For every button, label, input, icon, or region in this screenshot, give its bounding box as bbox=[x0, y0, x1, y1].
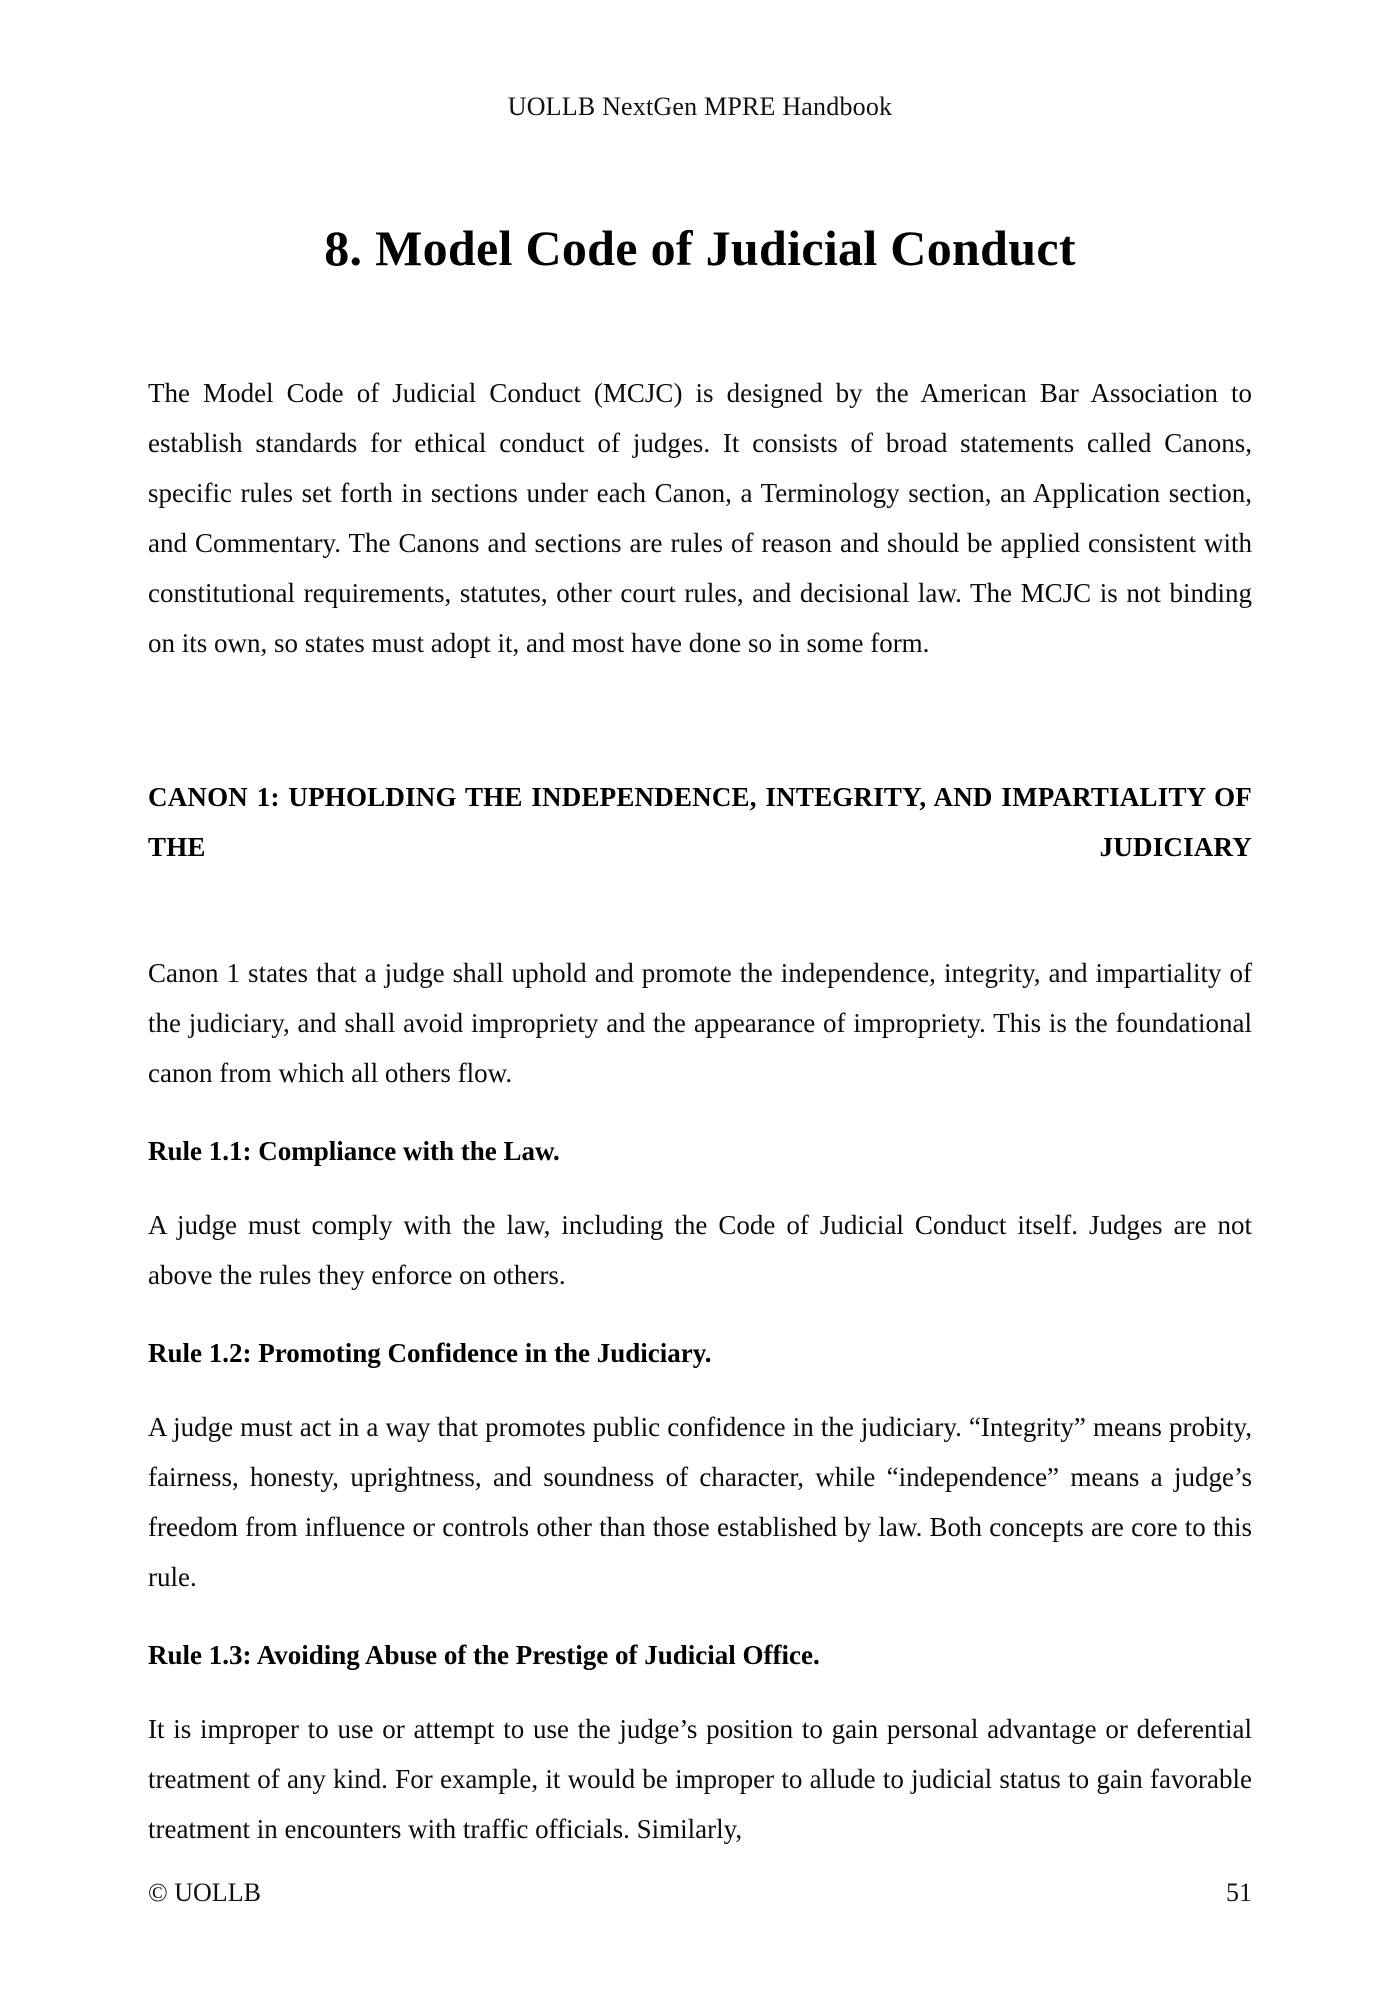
section-spacer bbox=[148, 698, 1252, 772]
canon-1-heading: CANON 1: UPHOLDING THE INDEPENDENCE, INTEGRITY, AND IMPARTIALITY OF THE JUDICIARY bbox=[148, 782, 1252, 862]
rule-1-3-heading: Rule 1.3: Avoiding Abuse of the Prestige of Judicial Office. bbox=[148, 1640, 820, 1670]
rule-1-2-body: A judge must act in a way that promotes public confidence in the judiciary. “Integrity” means probity, fairness, honesty, uprightness, and soundness of character, while “independence” means a judge’s freedom from influence or controls other than those established by law. Both concepts are core to this rule. bbox=[148, 1412, 1252, 1592]
canon-1-intro-paragraph: Canon 1 states that a judge shall uphold and promote the independence, integrity, and impartiality of the judiciary, and shall avoid impropriety and the appearance of impropriety. This is the foundational canon from which all others flow. bbox=[148, 958, 1252, 1088]
page-footer bbox=[148, 1878, 1252, 1908]
rule-1-3-body: It is improper to use or attempt to use the judge’s position to gain personal advantage or deferential treatment of any kind. For example, it would be improper to allude to judicial status to gain favorable treatment in encounters with traffic officials. Similarly, bbox=[148, 1714, 1252, 1844]
running-head: UOLLB NextGen MPRE Handbook bbox=[507, 92, 893, 121]
page-number: 51 bbox=[1226, 1878, 1252, 1907]
intro-paragraph: The Model Code of Judicial Conduct (MCJC) is designed by the American Bar Association to establish standards for ethical conduct of judges. It consists of broad statements called Canons, specific rules set forth in sections under each Canon, a Terminology section, an Application section, and Commentary. The Canons and sections are rules of reason and should be applied consistent with constitutional requirements, statutes, other court rules, and decisional law. The MCJC is not binding on its own, so states must adopt it, and most have done so in some form. bbox=[148, 378, 1252, 658]
rule-1-1-body: A judge must comply with the law, including the Code of Judicial Conduct itself. Judges are not above the rules they enforce on others. bbox=[148, 1210, 1252, 1290]
chapter-title: 8. Model Code of Judicial Conduct bbox=[324, 219, 1076, 276]
rule-1-1-heading: Rule 1.1: Compliance with the Law. bbox=[148, 1136, 560, 1166]
copyright-notice: © UOLLB bbox=[148, 1878, 261, 1907]
main-text-column bbox=[148, 368, 1252, 1854]
rule-1-2-heading: Rule 1.2: Promoting Confidence in the Judiciary. bbox=[148, 1338, 712, 1368]
